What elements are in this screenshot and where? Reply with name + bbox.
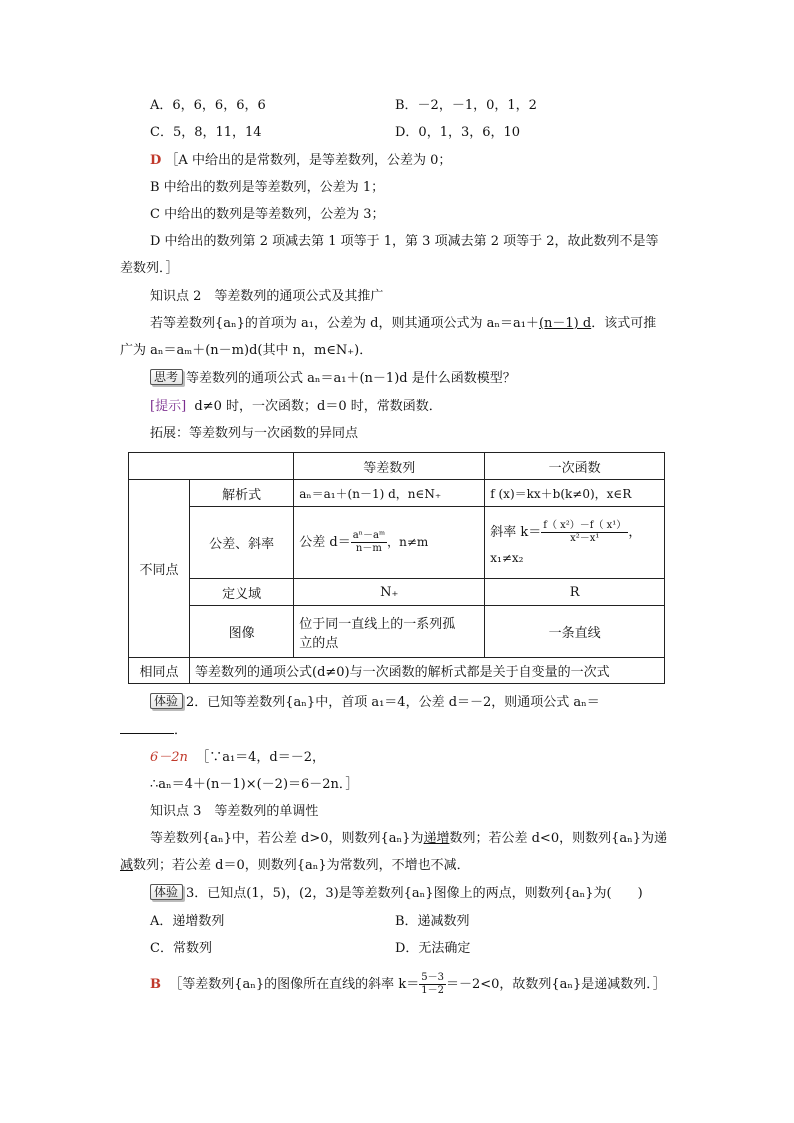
lin-slope-suffix: ， bbox=[628, 525, 642, 540]
kp2-line1-a: 若等差数列{aₙ}的首项为 a₁，公差为 d，则其通项公式为 aₙ＝a₁＋ bbox=[150, 316, 539, 331]
q3-answer-letter: B bbox=[150, 977, 161, 992]
think-text: 等差数列的通项公式 aₙ＝a₁＋(n－1)d 是什么函数模型？ bbox=[186, 371, 516, 386]
table-row bbox=[129, 480, 665, 507]
lin-domain: R bbox=[485, 579, 665, 606]
table-header-row bbox=[129, 453, 665, 480]
q2-explanation-2: ∴aₙ＝4＋(n－1)×(－2)＝6－2n．］ bbox=[150, 777, 359, 792]
q2-text: 2．已知等差数列{aₙ}中，首项 a₁＝4，公差 d＝－2，则通项公式 aₙ＝ bbox=[186, 695, 600, 710]
diff-label: 不同点 bbox=[129, 480, 190, 658]
hint-text: d≠0 时，一次函数；d＝0 时，常数函数． bbox=[194, 399, 442, 414]
q2-answer: 6－2n bbox=[150, 750, 188, 765]
seq-cd-numerator: aⁿ－aᵐ bbox=[352, 530, 386, 541]
seq-expression: aₙ＝a₁＋(n－1) d，n∈N₊ bbox=[294, 480, 485, 507]
q3-slope-denominator: 1－2 bbox=[421, 985, 444, 996]
seq-cd-fraction bbox=[351, 530, 387, 555]
kp3-line2-b: 数列；若公差 d＝0，则数列{aₙ}为常数列，不增也不减． bbox=[133, 858, 470, 873]
q2-blank-line: ． bbox=[120, 722, 187, 740]
q1-explanation-3: C 中给出的数列是等差数列，公差为 3； bbox=[150, 207, 385, 222]
extension-title: 拓展：等差数列与一次函数的异同点 bbox=[150, 426, 359, 441]
lin-expression: f (x)＝kx＋b(k≠0)，x∈R bbox=[485, 480, 665, 507]
q1-option-a: A．6，6，6，6，6 bbox=[150, 98, 266, 113]
header-arithmetic-sequence: 等差数列 bbox=[294, 453, 485, 480]
q3-option-d: D．无法确定 bbox=[395, 941, 471, 956]
seq-cd-denominator: n－m bbox=[355, 543, 382, 554]
q3-question bbox=[150, 885, 643, 903]
kp3-line1-underlined: 递增 bbox=[423, 831, 450, 846]
q1-option-d: D．0，1，3，6，10 bbox=[395, 125, 521, 140]
lin-graph: 一条直线 bbox=[485, 606, 665, 658]
table-row bbox=[129, 658, 665, 684]
q1-explanation-5: 差数列．］ bbox=[120, 261, 179, 276]
seq-cd-prefix: 公差 d＝ bbox=[299, 535, 351, 550]
q1-option-b: B．－2，－1，0，1，2 bbox=[395, 98, 537, 113]
q2-explanation-1: ［∵a₁＝4，d＝－2， bbox=[196, 750, 326, 765]
q1-option-c: C．5，8，11，14 bbox=[150, 125, 262, 140]
q3-option-c: C．常数列 bbox=[150, 941, 212, 956]
kp2-think bbox=[150, 370, 516, 388]
kp2-line1-b: ．该式可推 bbox=[591, 316, 657, 331]
q3-tag: 体验 bbox=[150, 884, 183, 900]
kp3-line2-underlined: 减 bbox=[120, 858, 134, 873]
table-row bbox=[129, 579, 665, 606]
row-graph-label: 图像 bbox=[190, 606, 294, 658]
kp3-line-1 bbox=[150, 830, 667, 848]
q2-answer-line bbox=[150, 749, 325, 767]
seq-common-difference bbox=[294, 507, 485, 579]
q3-slope-fraction bbox=[419, 972, 446, 997]
lin-slope-fraction bbox=[541, 520, 628, 545]
kp2-formula-line-1 bbox=[150, 315, 656, 333]
lin-slope-condition: x₁≠x₂ bbox=[490, 551, 524, 565]
kp3-title: 知识点 3 等差数列的单调性 bbox=[150, 804, 319, 819]
seq-graph-line-1: 位于同一直线上的一系列孤 bbox=[299, 616, 456, 632]
row-slope-label: 公差、斜率 bbox=[190, 507, 294, 579]
q2-question bbox=[150, 694, 600, 712]
kp3-line1-b: 数列；若公差 d<0，则数列{aₙ}为递 bbox=[449, 831, 668, 846]
row-domain-label: 定义域 bbox=[190, 579, 294, 606]
kp2-formula-line-2: 广为 aₙ＝aₘ＋(n－m)d(其中 n，m∈N₊)． bbox=[120, 343, 373, 358]
q1-explanation-4: D 中给出的数列第 2 项减去第 1 项等于 1，第 3 项减去第 2 项等于 2，故此数列不是等 bbox=[150, 234, 659, 249]
table-row bbox=[129, 606, 665, 658]
q3-slope-numerator: 5－3 bbox=[421, 972, 444, 983]
think-tag: 思考 bbox=[150, 369, 183, 385]
q1-explanation-text: ［A 中给出的是常数列，是等差数列，公差为 0； bbox=[165, 153, 452, 168]
same-text: 等差数列的通项公式(d≠0)与一次函数的解析式都是关于自变量的一次式 bbox=[190, 658, 665, 684]
lin-slope-denominator: x²－x¹ bbox=[570, 533, 600, 544]
q3-exp-suffix: ＝－2<0，故数列{aₙ}是递减数列．］ bbox=[445, 977, 666, 992]
q2-blank bbox=[120, 733, 174, 734]
q1-explanation-1 bbox=[150, 152, 451, 170]
seq-domain: N₊ bbox=[294, 579, 485, 606]
q3-text: 3．已知点(1，5)，(2，3)是等差数列{aₙ}图像上的两点，则数列{aₙ}为( ) bbox=[186, 886, 643, 901]
lin-slope-prefix: 斜率 k＝ bbox=[490, 525, 542, 540]
kp3-line-2 bbox=[120, 857, 470, 875]
table-corner-cell bbox=[129, 453, 294, 480]
q1-answer-letter: D bbox=[150, 153, 162, 168]
seq-graph-line-2: 立的点 bbox=[299, 635, 339, 651]
q3-exp-prefix: ［等差数列{aₙ}的图像所在直线的斜率 k＝ bbox=[169, 977, 420, 992]
hint-tag: [提示] bbox=[150, 399, 187, 414]
kp2-line1-underlined: (n－1) d bbox=[538, 316, 592, 331]
row-expression-label: 解析式 bbox=[190, 480, 294, 507]
header-linear-function: 一次函数 bbox=[485, 453, 665, 480]
kp2-hint bbox=[150, 398, 442, 416]
q3-explanation bbox=[150, 972, 666, 998]
table-row bbox=[129, 507, 665, 579]
lin-slope bbox=[485, 507, 665, 579]
lin-slope-numerator: f（ x²）－f（ x¹） bbox=[543, 520, 627, 531]
q1-explanation-2: B 中给出的数列是等差数列，公差为 1； bbox=[150, 180, 385, 195]
comparison-table bbox=[128, 452, 665, 684]
q2-tag: 体验 bbox=[150, 693, 183, 709]
kp2-title: 知识点 2 等差数列的通项公式及其推广 bbox=[150, 289, 384, 304]
q3-option-a: A．递增数列 bbox=[150, 914, 225, 929]
seq-graph bbox=[294, 606, 485, 658]
kp3-line1-a: 等差数列{aₙ}中，若公差 d>0，则数列{aₙ}为 bbox=[150, 831, 424, 846]
same-label: 相同点 bbox=[129, 658, 190, 684]
q3-option-b: B．递减数列 bbox=[395, 914, 470, 929]
seq-cd-suffix: ，n≠m bbox=[387, 535, 429, 549]
